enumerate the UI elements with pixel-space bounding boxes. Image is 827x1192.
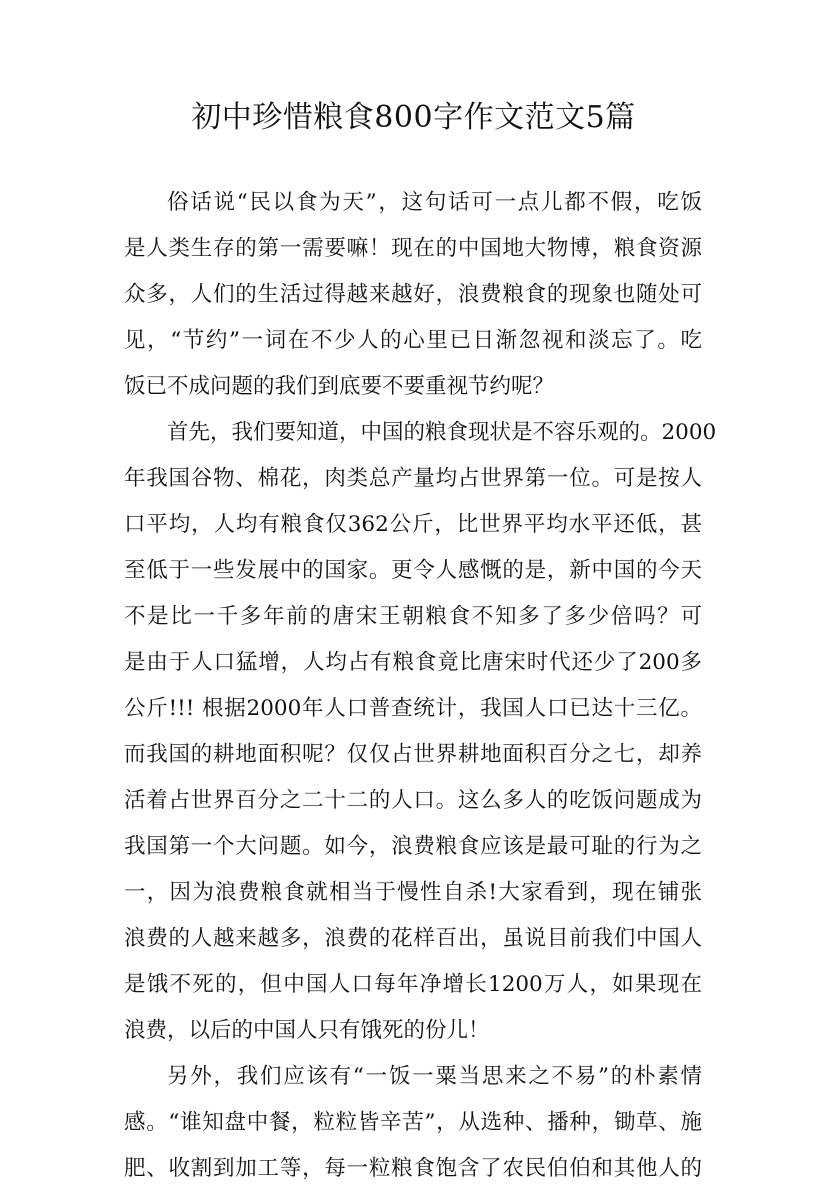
paragraph-2-line-11: 一，因为浪费粮食就相当于慢性自杀!大家看到，现在铺张 — [124, 880, 702, 905]
paragraph-2-line-4: 至低于一些发展中的国家。更令人感慨的是，新中国的今天 — [124, 558, 702, 583]
paragraph-1-line-5: 饭已不成问题的我们到底要不要重视节约呢？ — [124, 374, 555, 399]
paragraph-2-line-5: 不是比一千多年前的唐宋王朝粮食不知多了多少倍吗？可 — [124, 604, 702, 629]
paragraph-1-line-3: 众多，人们的生活过得越来越好，浪费粮食的现象也随处可 — [124, 282, 702, 307]
paragraph-1-line-4: 见，“节约”一词在不少人的心里已日渐忽视和淡忘了。吃 — [124, 328, 702, 353]
paragraph-3-line-2: 感。“谁知盘中餐，粒粒皆辛苦”，从选种、播种，锄草、施 — [124, 1110, 702, 1135]
document-body — [124, 180, 717, 1192]
paragraph-2-line-9: 活着占世界百分之二十二的人口。这么多人的吃饭问题成为 — [124, 788, 702, 813]
paragraph-2-line-6: 是由于人口猛增，人均占有粮食竟比唐宋时代还少了200多 — [124, 650, 702, 675]
paragraph-2-line-7: 公斤!!! 根据2000年人口普查统计，我国人口已达十三亿。 — [124, 696, 702, 721]
paragraph-1-line-1: 俗话说“民以食为天”，这句话可一点儿都不假，吃饭 — [167, 190, 702, 215]
paragraph-2-line-1: 首先，我们要知道，中国的粮食现状是不容乐观的。2000 — [167, 420, 717, 445]
document-title: 初中珍惜粮食800字作文范文5篇 — [191, 100, 636, 135]
paragraph-2-line-2: 年我国谷物、棉花，肉类总产量均占世界第一位。可是按人 — [124, 466, 702, 491]
paragraph-1-line-2: 是人类生存的第一需要嘛！现在的中国地大物博，粮食资源 — [124, 236, 702, 261]
paragraph-2-line-12: 浪费的人越来越多，浪费的花样百出，虽说目前我们中国人 — [124, 926, 702, 951]
paragraph-2-line-8: 而我国的耕地面积呢？仅仅占世界耕地面积百分之七，却养 — [124, 742, 702, 767]
paragraph-2-line-3: 口平均，人均有粮食仅362公斤，比世界平均水平还低，甚 — [124, 512, 702, 537]
paragraph-3-line-3: 肥、收割到加工等，每一粒粮食饱含了农民伯伯和其他人的 — [124, 1156, 702, 1181]
paragraph-2-line-14: 浪费，以后的中国人只有饿死的份儿！ — [124, 1018, 490, 1043]
paragraph-2-line-10: 我国第一个大问题。如今，浪费粮食应该是最可耻的行为之 — [124, 834, 702, 859]
paragraph-2-line-13: 是饿不死的，但中国人口每年净增长1200万人，如果现在 — [124, 972, 702, 997]
paragraph-3-line-1: 另外，我们应该有“一饭一粟当思来之不易”的朴素情 — [167, 1064, 702, 1089]
